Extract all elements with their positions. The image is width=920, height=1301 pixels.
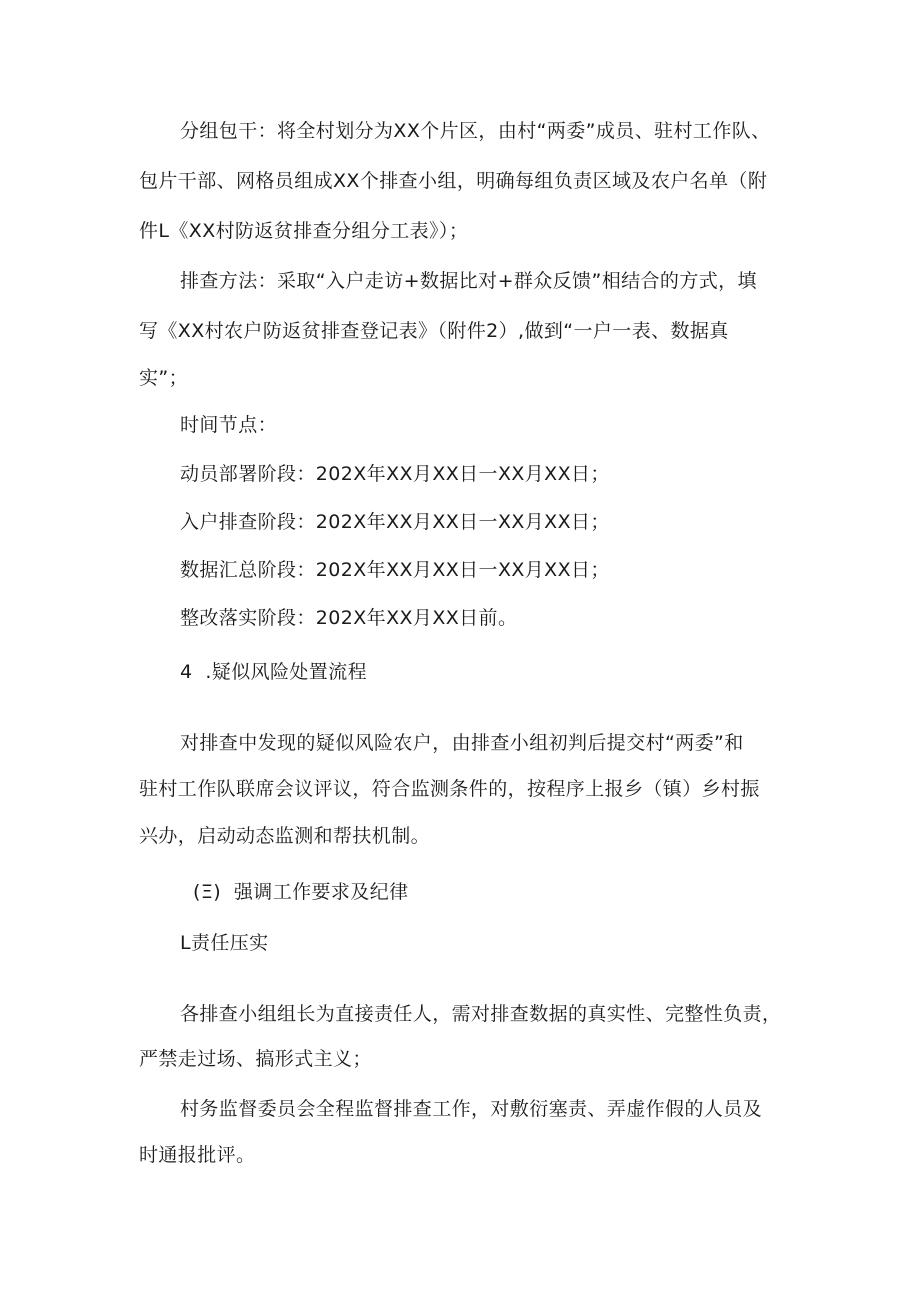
text-line: 排查方法：采取“入户走访+数据比对+群众反馈”相结合的方式，填 (180, 270, 757, 292)
text-line: 分组包干：将全村划分为XX个片区，由村“两委”成员、驻村工作队、 (180, 120, 771, 142)
section-heading: (Ξ) 强调工作要求及纪律 (193, 881, 409, 903)
text-line: 兴办，启动动态监测和帮扶机制。 (139, 825, 431, 847)
text-line: 对排查中发现的疑似风险农户，由排查小组初判后提交村“两委”和 (180, 732, 744, 754)
text-line: 写《XX村农户防返贫排查登记表》（附件2）,做到“一户一表、数据真 (139, 320, 729, 342)
text-line: 驻村工作队联席会议评议，符合监测条件的，按程序上报乡（镇）乡村振 (139, 778, 760, 800)
text-line: 件L《XX村防返贫排查分组分工表》）； (139, 220, 469, 242)
subsection-heading: L责任压实 (180, 932, 269, 954)
section-heading: 4 .疑似风险处置流程 (180, 661, 368, 683)
text-line: 整改落实阶段：202X年XX月XX日前。 (180, 607, 518, 629)
text-line: 动员部署阶段：202X年XX月XX日一XX月XX日； (180, 463, 610, 485)
text-line: 村务监督委员会全程监督排查工作，对敷衍塞责、弄虚作假的人员及 (180, 1098, 763, 1120)
text-line: 实”； (139, 367, 189, 389)
text-line: 时间节点： (180, 414, 278, 436)
text-line: 入户排查阶段：202X年XX月XX日一XX月XX日； (180, 511, 610, 533)
text-line: 各排查小组组长为直接责任人，需对排查数据的真实性、完整性负责， (180, 1003, 782, 1025)
text-line: 包片干部、网格员组成XX个排查小组，明确每组负责区域及农户名单（附 (139, 170, 768, 192)
text-line: 时通报批评。 (139, 1144, 256, 1166)
text-line: 严禁走过场、搞形式主义； (139, 1048, 372, 1070)
text-line: 数据汇总阶段：202X年XX月XX日一XX月XX日； (180, 559, 610, 581)
